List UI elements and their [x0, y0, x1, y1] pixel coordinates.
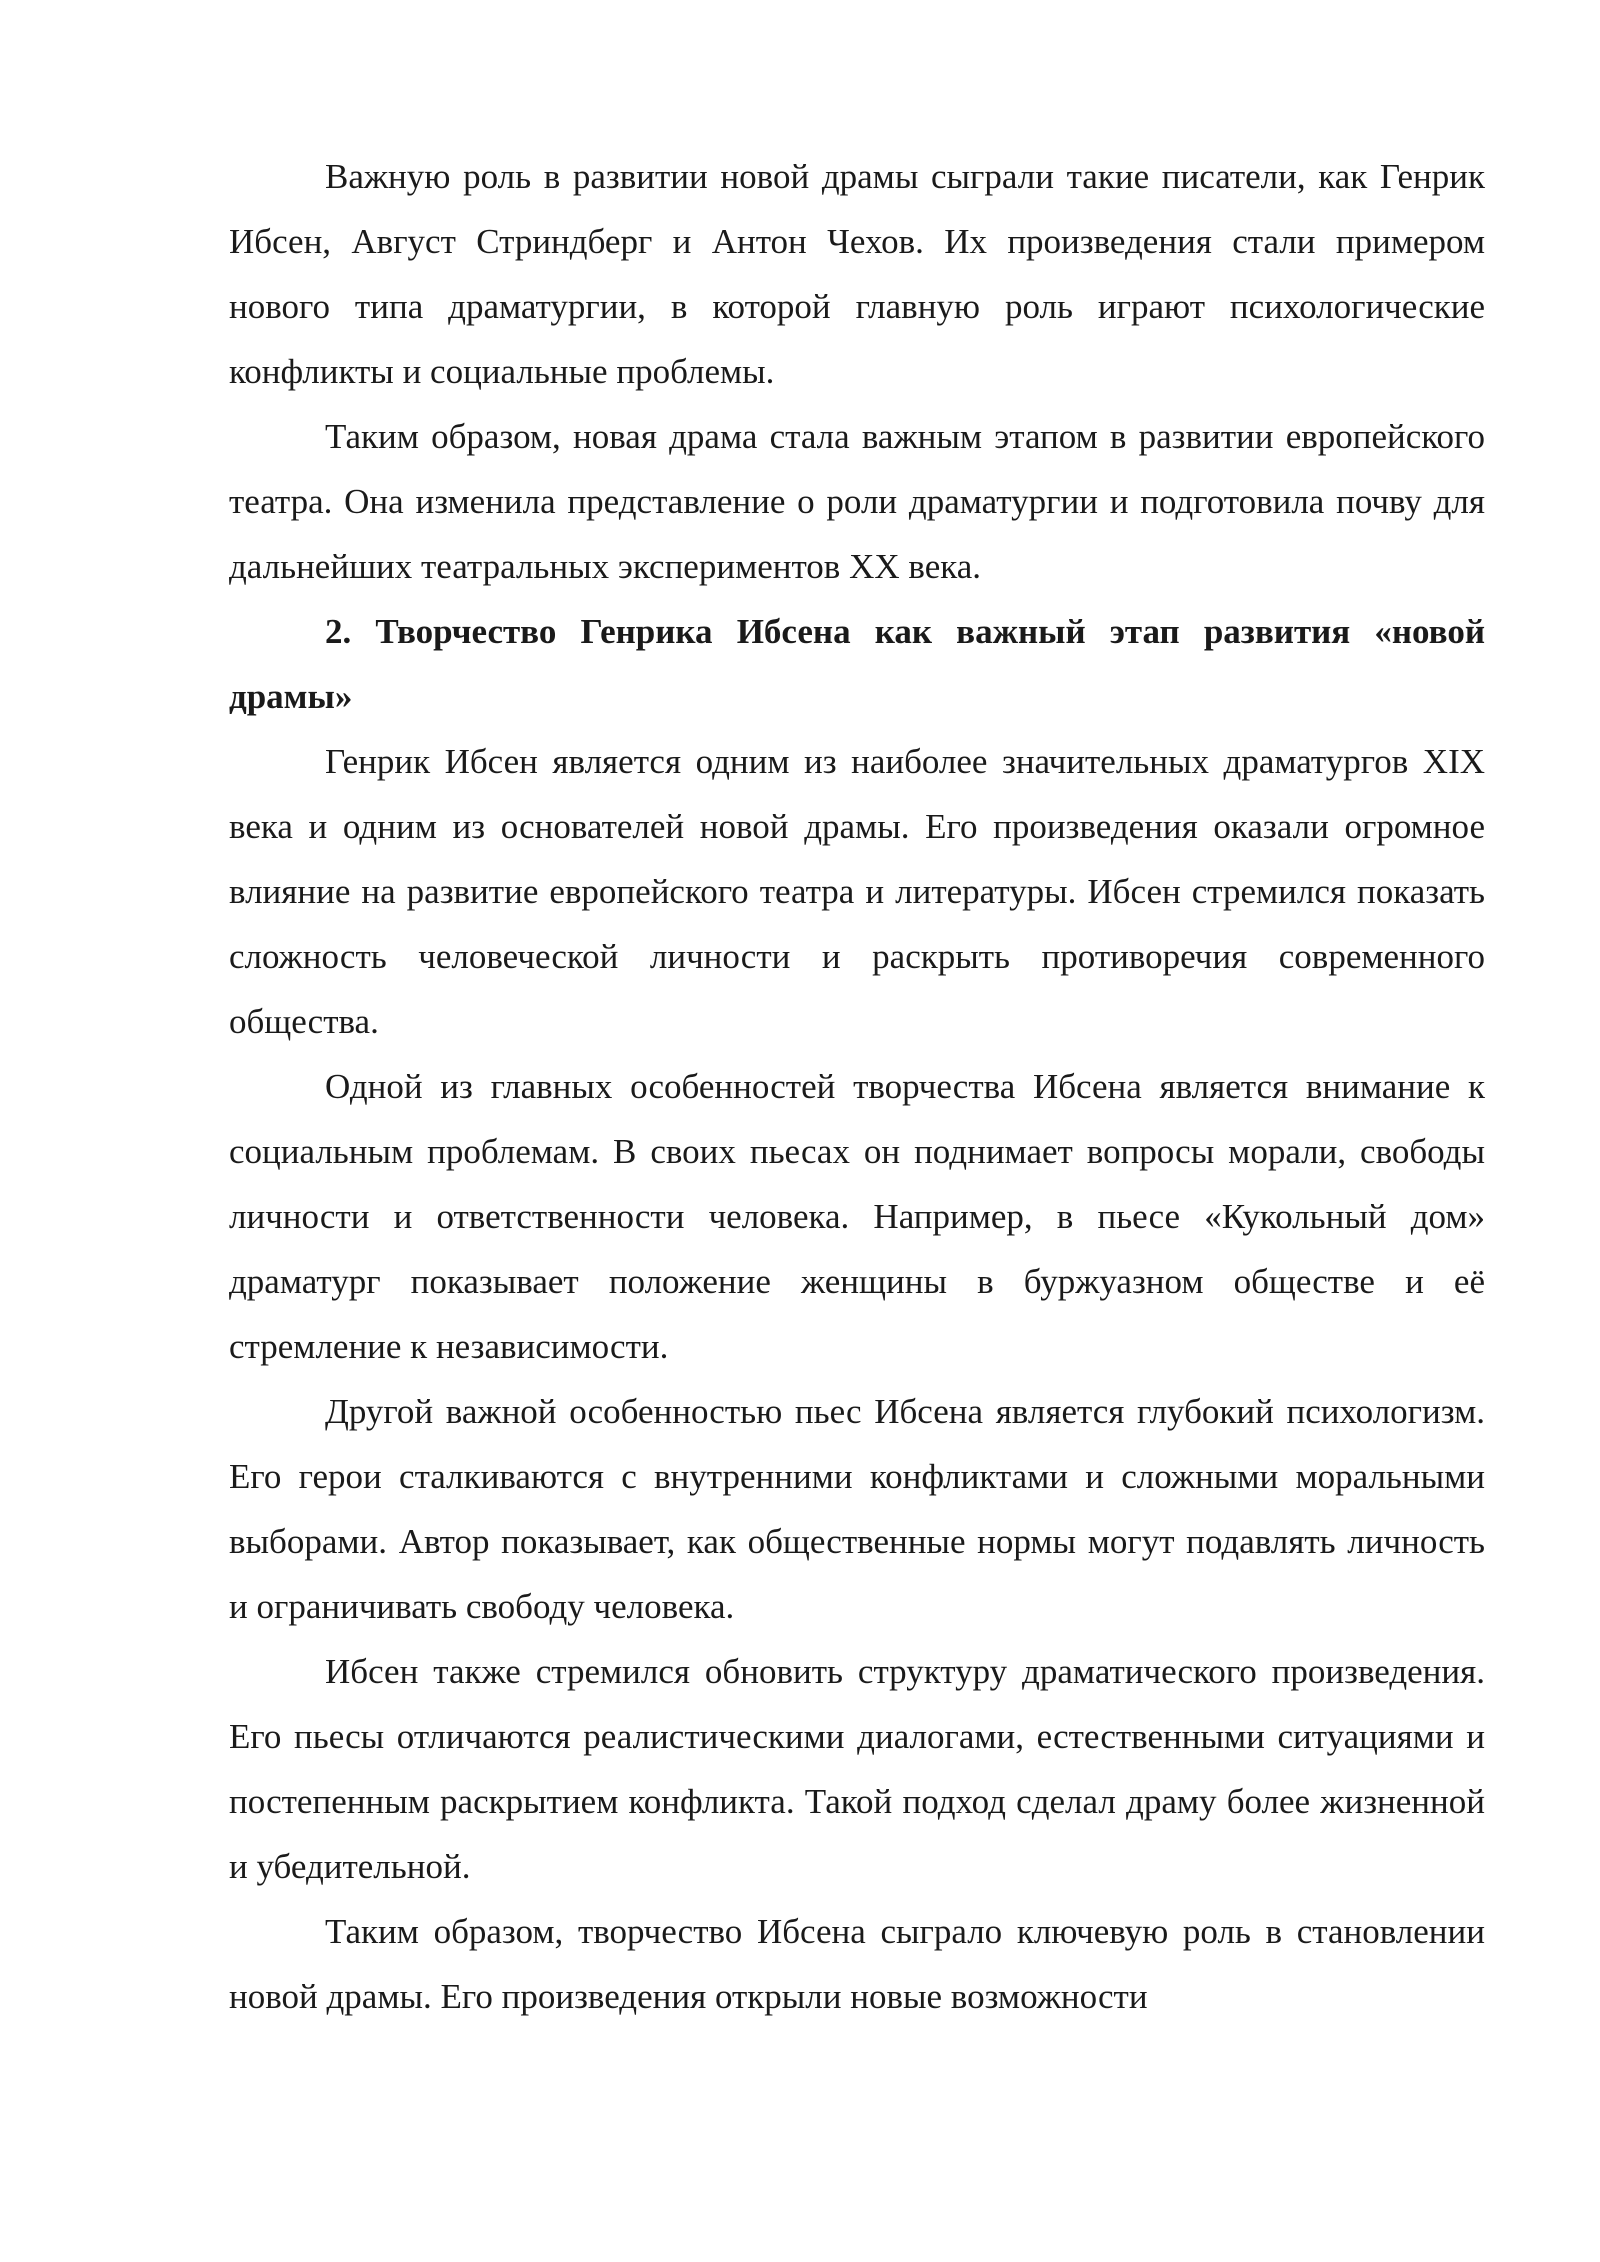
paragraph-ibsen-conclusion: Таким образом, творчество Ибсена сыграло ключевую роль в становлении новой драмы. Его произведения открыли новые возможности [229, 1912, 1485, 2016]
paragraph-structure: Ибсен также стремился обновить структуру драматического произведения. Его пьесы отличаются реалистическими диалогами, естественными ситуациями и постепенным раскрытием конфликта. Такой подход сделал драму более жизненной и убедительной. [229, 1652, 1485, 1886]
section-heading: 2. Творчество Генрика Ибсена как важный этап развития «новой драмы» [229, 612, 1485, 716]
paragraph-conclusion-new-drama: Таким образом, новая драма стала важным этапом в развитии европейского театра. Она изменила представление о роли драматургии и подготовила почву для дальнейших театральных экспериментов XX века. [229, 417, 1485, 586]
paragraph-writers: Важную роль в развитии новой драмы сыграли такие писатели, как Генрик Ибсен, Август Стриндберг и Антон Чехов. Их произведения стали примером нового типа драматургии, в которой главную роль играют психологические конфликты и социальные проблемы. [229, 157, 1485, 391]
paragraph-ibsen-intro: Генрик Ибсен является одним из наиболее значительных драматургов XIX века и одним из основателей новой драмы. Его произведения оказали огромное влияние на развитие европейского театра и литературы. Ибсен стремился показать сложность человеческой личности и раскрыть противоречия современного общества. [229, 742, 1485, 1041]
document-body [229, 144, 1485, 2029]
paragraph-psychologism: Другой важной особенностью пьес Ибсена является глубокий психологизм. Его герои сталкиваются с внутренними конфликтами и сложными моральными выборами. Автор показывает, как общественные нормы могут подавлять личность и ограничивать свободу человека. [229, 1392, 1485, 1626]
paragraph-social-problems: Одной из главных особенностей творчества Ибсена является внимание к социальным проблемам. В своих пьесах он поднимает вопросы морали, свободы личности и ответственности человека. Например, в пьесе «Кукольный дом» драматург показывает положение женщины в буржуазном обществе и её стремление к независимости. [229, 1067, 1485, 1366]
